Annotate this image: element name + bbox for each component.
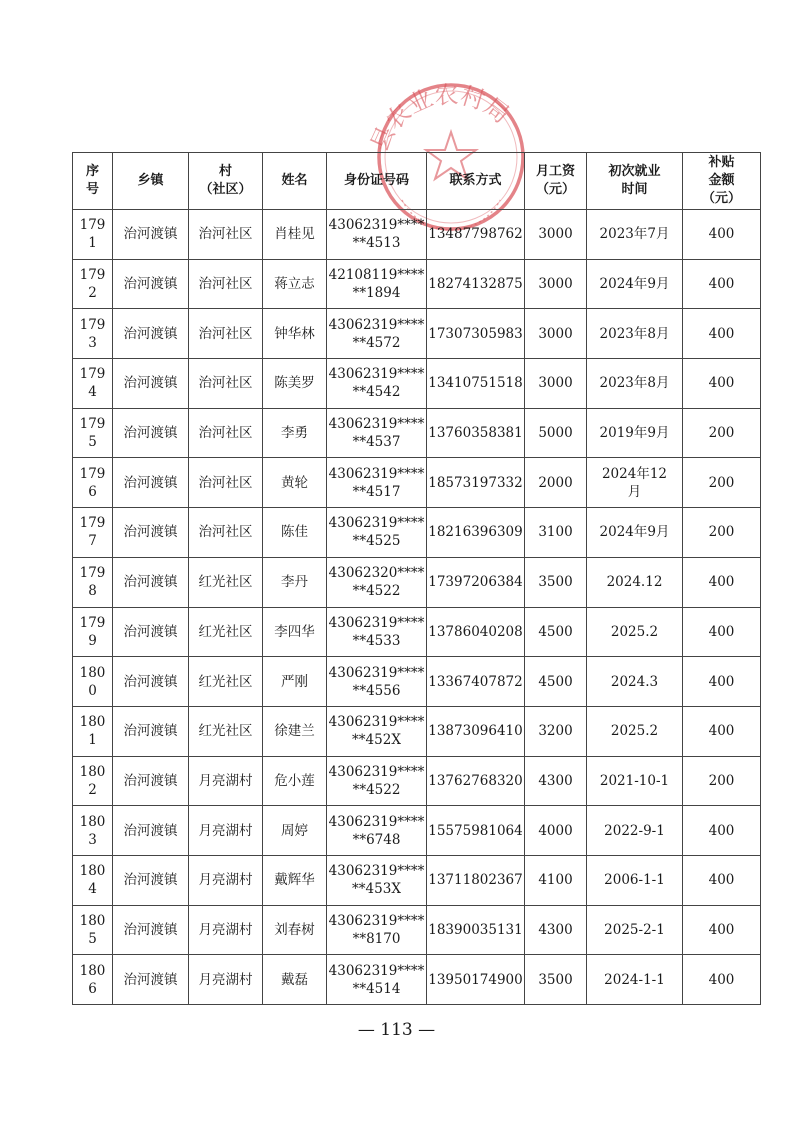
serial-number-cell: 180 4 bbox=[73, 855, 113, 905]
salary-cell: 4100 bbox=[525, 855, 587, 905]
township-cell: 治河渡镇 bbox=[113, 756, 189, 806]
id-number-cell: 43062319**** **4517 bbox=[327, 458, 427, 508]
name-cell: 严刚 bbox=[263, 657, 327, 707]
serial-number-cell: 179 8 bbox=[73, 557, 113, 607]
table-row bbox=[73, 408, 761, 458]
village-cell: 治河社区 bbox=[189, 210, 263, 260]
id-number-cell: 43062319**** **452X bbox=[327, 706, 427, 756]
table-row bbox=[73, 955, 761, 1005]
village-cell: 红光社区 bbox=[189, 657, 263, 707]
township-cell: 治河渡镇 bbox=[113, 855, 189, 905]
township-cell: 治河渡镇 bbox=[113, 657, 189, 707]
phone-cell: 13410751518 bbox=[427, 359, 525, 409]
subsidy-cell: 400 bbox=[683, 806, 761, 856]
phone-cell: 13711802367 bbox=[427, 855, 525, 905]
id-number-cell: 43062319**** **4514 bbox=[327, 955, 427, 1005]
name-cell: 黄轮 bbox=[263, 458, 327, 508]
header-name: 姓名 bbox=[263, 153, 327, 210]
phone-cell: 13367407872 bbox=[427, 657, 525, 707]
subsidy-cell: 400 bbox=[683, 557, 761, 607]
phone-cell: 18274132875 bbox=[427, 259, 525, 309]
employment-date-cell: 2006-1-1 bbox=[587, 855, 683, 905]
id-number-cell: 43062319**** **8170 bbox=[327, 905, 427, 955]
salary-cell: 5000 bbox=[525, 408, 587, 458]
serial-number-cell: 179 7 bbox=[73, 508, 113, 558]
id-number-cell: 43062320**** **4522 bbox=[327, 557, 427, 607]
name-cell: 徐建兰 bbox=[263, 706, 327, 756]
village-cell: 红光社区 bbox=[189, 557, 263, 607]
employment-date-cell: 2024年9月 bbox=[587, 259, 683, 309]
table-row bbox=[73, 210, 761, 260]
phone-cell: 13487798762 bbox=[427, 210, 525, 260]
serial-number-cell: 179 4 bbox=[73, 359, 113, 409]
serial-number-cell: 179 6 bbox=[73, 458, 113, 508]
salary-cell: 4500 bbox=[525, 607, 587, 657]
salary-cell: 3200 bbox=[525, 706, 587, 756]
employment-date-cell: 2024.12 bbox=[587, 557, 683, 607]
serial-number-cell: 179 3 bbox=[73, 309, 113, 359]
serial-number-cell: 180 1 bbox=[73, 706, 113, 756]
phone-cell: 15575981064 bbox=[427, 806, 525, 856]
name-cell: 钟华林 bbox=[263, 309, 327, 359]
id-number-cell: 43062319**** **4572 bbox=[327, 309, 427, 359]
table-row bbox=[73, 508, 761, 558]
svg-text:县农业农村局: 县农业农村局 bbox=[365, 80, 515, 156]
id-number-cell: 43062319**** **6748 bbox=[327, 806, 427, 856]
table-row bbox=[73, 607, 761, 657]
subsidy-cell: 400 bbox=[683, 607, 761, 657]
table-row bbox=[73, 806, 761, 856]
table-row bbox=[73, 657, 761, 707]
salary-cell: 4300 bbox=[525, 905, 587, 955]
salary-cell: 3000 bbox=[525, 259, 587, 309]
phone-cell: 13950174900 bbox=[427, 955, 525, 1005]
village-cell: 治河社区 bbox=[189, 408, 263, 458]
phone-cell: 13762768320 bbox=[427, 756, 525, 806]
employment-date-cell: 2024.3 bbox=[587, 657, 683, 707]
township-cell: 治河渡镇 bbox=[113, 557, 189, 607]
township-cell: 治河渡镇 bbox=[113, 955, 189, 1005]
id-number-cell: 43062319**** **4513 bbox=[327, 210, 427, 260]
phone-cell: 17307305983 bbox=[427, 309, 525, 359]
employment-date-cell: 2021-10-1 bbox=[587, 756, 683, 806]
salary-cell: 3500 bbox=[525, 557, 587, 607]
village-cell: 月亮湖村 bbox=[189, 806, 263, 856]
subsidy-cell: 400 bbox=[683, 657, 761, 707]
table-body bbox=[73, 210, 761, 1005]
name-cell: 陈佳 bbox=[263, 508, 327, 558]
employment-date-cell: 2025.2 bbox=[587, 607, 683, 657]
name-cell: 陈美罗 bbox=[263, 359, 327, 409]
township-cell: 治河渡镇 bbox=[113, 210, 189, 260]
township-cell: 治河渡镇 bbox=[113, 508, 189, 558]
table-header-row bbox=[73, 153, 761, 210]
village-cell: 月亮湖村 bbox=[189, 955, 263, 1005]
subsidy-cell: 400 bbox=[683, 855, 761, 905]
id-number-cell: 43062319**** **4525 bbox=[327, 508, 427, 558]
name-cell: 蒋立志 bbox=[263, 259, 327, 309]
phone-cell: 13760358381 bbox=[427, 408, 525, 458]
table-row bbox=[73, 756, 761, 806]
serial-number-cell: 180 6 bbox=[73, 955, 113, 1005]
header-first-employment-date: 初次就业 时间 bbox=[587, 153, 683, 210]
township-cell: 治河渡镇 bbox=[113, 458, 189, 508]
id-number-cell: 43062319**** **4537 bbox=[327, 408, 427, 458]
serial-number-cell: 179 1 bbox=[73, 210, 113, 260]
employment-date-cell: 2024年9月 bbox=[587, 508, 683, 558]
serial-number-cell: 180 3 bbox=[73, 806, 113, 856]
employment-date-cell: 2023年7月 bbox=[587, 210, 683, 260]
salary-cell: 4000 bbox=[525, 806, 587, 856]
township-cell: 治河渡镇 bbox=[113, 259, 189, 309]
village-cell: 治河社区 bbox=[189, 259, 263, 309]
serial-number-cell: 179 2 bbox=[73, 259, 113, 309]
subsidy-roster-table bbox=[72, 152, 761, 1005]
table-row bbox=[73, 259, 761, 309]
salary-cell: 2000 bbox=[525, 458, 587, 508]
employment-date-cell: 2024-1-1 bbox=[587, 955, 683, 1005]
employment-date-cell: 2023年8月 bbox=[587, 309, 683, 359]
name-cell: 李丹 bbox=[263, 557, 327, 607]
id-number-cell: 43062319**** **4556 bbox=[327, 657, 427, 707]
header-township: 乡镇 bbox=[113, 153, 189, 210]
township-cell: 治河渡镇 bbox=[113, 309, 189, 359]
phone-cell: 18573197332 bbox=[427, 458, 525, 508]
header-monthly-salary: 月工资 （元） bbox=[525, 153, 587, 210]
header-village: 村 （社区） bbox=[189, 153, 263, 210]
table-row bbox=[73, 706, 761, 756]
name-cell: 李四华 bbox=[263, 607, 327, 657]
subsidy-cell: 400 bbox=[683, 955, 761, 1005]
phone-cell: 13786040208 bbox=[427, 607, 525, 657]
village-cell: 红光社区 bbox=[189, 607, 263, 657]
id-number-cell: 43062319**** **4533 bbox=[327, 607, 427, 657]
subsidy-cell: 200 bbox=[683, 458, 761, 508]
subsidy-cell: 200 bbox=[683, 756, 761, 806]
phone-cell: 18390035131 bbox=[427, 905, 525, 955]
subsidy-cell: 400 bbox=[683, 259, 761, 309]
subsidy-cell: 200 bbox=[683, 508, 761, 558]
table-row bbox=[73, 359, 761, 409]
header-contact: 联系方式 bbox=[427, 153, 525, 210]
employment-date-cell: 2024年12 月 bbox=[587, 458, 683, 508]
name-cell: 李勇 bbox=[263, 408, 327, 458]
salary-cell: 4500 bbox=[525, 657, 587, 707]
id-number-cell: 42108119**** **1894 bbox=[327, 259, 427, 309]
township-cell: 治河渡镇 bbox=[113, 408, 189, 458]
name-cell: 戴辉华 bbox=[263, 855, 327, 905]
subsidy-cell: 400 bbox=[683, 359, 761, 409]
village-cell: 治河社区 bbox=[189, 309, 263, 359]
township-cell: 治河渡镇 bbox=[113, 806, 189, 856]
township-cell: 治河渡镇 bbox=[113, 359, 189, 409]
village-cell: 月亮湖村 bbox=[189, 855, 263, 905]
serial-number-cell: 180 5 bbox=[73, 905, 113, 955]
subsidy-cell: 400 bbox=[683, 706, 761, 756]
table-row bbox=[73, 855, 761, 905]
page-number: — 113 — bbox=[357, 1020, 436, 1040]
table-row bbox=[73, 309, 761, 359]
salary-cell: 3000 bbox=[525, 359, 587, 409]
name-cell: 肖桂见 bbox=[263, 210, 327, 260]
id-number-cell: 43062319**** **4542 bbox=[327, 359, 427, 409]
id-number-cell: 43062319**** **4522 bbox=[327, 756, 427, 806]
village-cell: 治河社区 bbox=[189, 359, 263, 409]
id-number-cell: 43062319**** **453X bbox=[327, 855, 427, 905]
table-row bbox=[73, 557, 761, 607]
township-cell: 治河渡镇 bbox=[113, 706, 189, 756]
name-cell: 危小莲 bbox=[263, 756, 327, 806]
name-cell: 刘春树 bbox=[263, 905, 327, 955]
employment-date-cell: 2025-2-1 bbox=[587, 905, 683, 955]
township-cell: 治河渡镇 bbox=[113, 905, 189, 955]
salary-cell: 3100 bbox=[525, 508, 587, 558]
subsidy-cell: 400 bbox=[683, 210, 761, 260]
phone-cell: 13873096410 bbox=[427, 706, 525, 756]
employment-date-cell: 2022-9-1 bbox=[587, 806, 683, 856]
salary-cell: 4300 bbox=[525, 756, 587, 806]
village-cell: 月亮湖村 bbox=[189, 905, 263, 955]
village-cell: 治河社区 bbox=[189, 508, 263, 558]
employment-date-cell: 2019年9月 bbox=[587, 408, 683, 458]
header-serial-number: 序 号 bbox=[73, 153, 113, 210]
phone-cell: 17397206384 bbox=[427, 557, 525, 607]
salary-cell: 3000 bbox=[525, 210, 587, 260]
header-subsidy-amount: 补贴 金额 （元） bbox=[683, 153, 761, 210]
village-cell: 红光社区 bbox=[189, 706, 263, 756]
subsidy-cell: 400 bbox=[683, 309, 761, 359]
salary-cell: 3500 bbox=[525, 955, 587, 1005]
serial-number-cell: 180 2 bbox=[73, 756, 113, 806]
table-row bbox=[73, 458, 761, 508]
phone-cell: 18216396309 bbox=[427, 508, 525, 558]
employment-date-cell: 2023年8月 bbox=[587, 359, 683, 409]
serial-number-cell: 180 0 bbox=[73, 657, 113, 707]
table-row bbox=[73, 905, 761, 955]
village-cell: 治河社区 bbox=[189, 458, 263, 508]
name-cell: 戴磊 bbox=[263, 955, 327, 1005]
salary-cell: 3000 bbox=[525, 309, 587, 359]
serial-number-cell: 179 9 bbox=[73, 607, 113, 657]
employment-date-cell: 2025.2 bbox=[587, 706, 683, 756]
township-cell: 治河渡镇 bbox=[113, 607, 189, 657]
subsidy-cell: 400 bbox=[683, 905, 761, 955]
header-id-number: 身份证号码 bbox=[327, 153, 427, 210]
village-cell: 月亮湖村 bbox=[189, 756, 263, 806]
name-cell: 周婷 bbox=[263, 806, 327, 856]
serial-number-cell: 179 5 bbox=[73, 408, 113, 458]
subsidy-cell: 200 bbox=[683, 408, 761, 458]
